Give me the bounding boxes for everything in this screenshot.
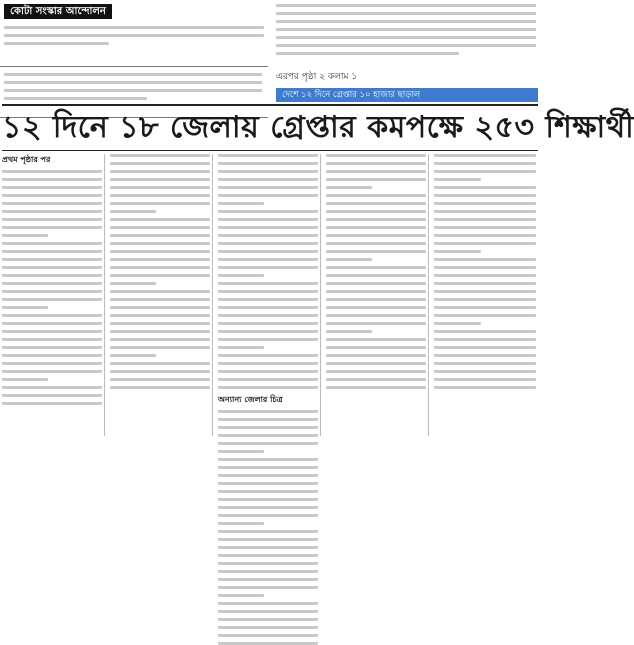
placeholder-line xyxy=(326,266,426,269)
placeholder-line xyxy=(218,210,318,213)
placeholder-line xyxy=(2,266,102,269)
placeholder-line xyxy=(110,386,210,389)
placeholder-line xyxy=(218,602,318,605)
placeholder-line xyxy=(326,210,426,213)
placeholder-line xyxy=(2,346,102,349)
placeholder-line xyxy=(218,466,318,469)
placeholder-line xyxy=(326,194,426,197)
placeholder-line xyxy=(2,370,102,373)
placeholder-line xyxy=(110,170,210,173)
placeholder-line xyxy=(218,498,318,501)
column-5 xyxy=(434,154,538,436)
placeholder-line xyxy=(434,346,536,349)
placeholder-line xyxy=(326,162,426,165)
placeholder-line xyxy=(2,218,102,221)
placeholder-line xyxy=(110,194,210,197)
placeholder-line xyxy=(434,274,536,277)
placeholder-line xyxy=(2,322,102,325)
placeholder-line xyxy=(434,154,536,157)
placeholder-line xyxy=(434,306,536,309)
placeholder-line xyxy=(434,266,536,269)
placeholder-line xyxy=(2,306,48,309)
placeholder-line xyxy=(326,202,426,205)
placeholder-line xyxy=(218,370,318,373)
placeholder-line xyxy=(2,330,102,333)
placeholder-line xyxy=(434,178,481,181)
placeholder-line xyxy=(2,290,102,293)
column-2 xyxy=(110,154,213,436)
placeholder-line xyxy=(218,418,318,421)
placeholder-line xyxy=(218,266,318,269)
placeholder-line xyxy=(434,370,536,373)
placeholder-line xyxy=(218,530,318,533)
placeholder-line xyxy=(218,482,318,485)
column-text-placeholder xyxy=(218,154,320,389)
placeholder-line xyxy=(218,306,318,309)
placeholder-line xyxy=(326,306,426,309)
continuation-reference: এরপর পৃষ্ঠা ২ কলাম ১ xyxy=(276,72,358,82)
main-headline: ১২ দিনে ১৮ জেলায় গ্রেপ্তার কমপক্ষে ২৫৩ শিক্ষার্থী xyxy=(2,104,538,151)
placeholder-line xyxy=(434,386,536,389)
placeholder-line xyxy=(2,178,102,181)
related-story-bar: দেশে ১২ দিনে গ্রেপ্তার ১০ হাজার ছাড়াল xyxy=(276,88,538,102)
placeholder-line xyxy=(218,458,318,461)
placeholder-line xyxy=(326,346,426,349)
placeholder-line xyxy=(2,354,102,357)
placeholder-line xyxy=(218,154,318,157)
placeholder-line xyxy=(218,322,318,325)
placeholder-line xyxy=(2,170,102,173)
placeholder-line xyxy=(218,362,318,365)
placeholder-line xyxy=(218,202,264,205)
placeholder-line xyxy=(110,370,210,373)
placeholder-line xyxy=(326,258,372,261)
placeholder-line xyxy=(434,314,536,317)
placeholder-line xyxy=(110,178,210,181)
placeholder-line xyxy=(434,354,536,357)
placeholder-line xyxy=(326,370,426,373)
placeholder-line xyxy=(218,274,264,277)
placeholder-line xyxy=(2,186,102,189)
placeholder-line xyxy=(434,202,536,205)
placeholder-line xyxy=(218,538,318,541)
placeholder-line xyxy=(218,226,318,229)
placeholder-line xyxy=(218,194,318,197)
column-4 xyxy=(326,154,429,436)
placeholder-line xyxy=(326,282,426,285)
placeholder-line xyxy=(218,234,318,237)
placeholder-line xyxy=(110,162,210,165)
placeholder-line xyxy=(110,242,210,245)
placeholder-line xyxy=(2,298,102,301)
placeholder-line xyxy=(110,218,210,221)
placeholder-line xyxy=(434,290,536,293)
placeholder-line xyxy=(434,282,536,285)
placeholder-line xyxy=(326,178,426,181)
placeholder-line xyxy=(218,514,318,517)
placeholder-line xyxy=(110,282,156,285)
placeholder-line xyxy=(218,506,318,509)
placeholder-line xyxy=(218,282,318,285)
placeholder-line xyxy=(2,210,102,213)
placeholder-line xyxy=(326,290,426,293)
article-text-placeholder xyxy=(4,26,266,50)
placeholder-line xyxy=(218,178,318,181)
placeholder-line xyxy=(218,378,318,381)
placeholder-line xyxy=(218,426,318,429)
placeholder-line xyxy=(110,362,210,365)
placeholder-line xyxy=(218,554,318,557)
article-text-placeholder xyxy=(276,0,538,55)
placeholder-line xyxy=(2,194,102,197)
column-text-placeholder xyxy=(2,170,104,405)
placeholder-line xyxy=(326,322,426,325)
placeholder-line xyxy=(434,378,536,381)
placeholder-line xyxy=(218,546,318,549)
placeholder-line xyxy=(326,330,372,333)
placeholder-line xyxy=(218,586,318,589)
placeholder-line xyxy=(2,338,102,341)
placeholder-line xyxy=(434,170,536,173)
placeholder-line xyxy=(218,386,318,389)
placeholder-line xyxy=(218,618,318,621)
placeholder-line xyxy=(326,386,426,389)
placeholder-line xyxy=(218,578,318,581)
placeholder-line xyxy=(326,362,426,365)
placeholder-line xyxy=(2,226,102,229)
placeholder-line xyxy=(110,210,156,213)
placeholder-line xyxy=(2,250,102,253)
placeholder-line xyxy=(2,242,102,245)
placeholder-line xyxy=(2,402,102,405)
placeholder-line xyxy=(326,170,426,173)
placeholder-line xyxy=(2,234,48,237)
section-tag: কোটা সংস্কার আন্দোলন xyxy=(4,4,112,19)
placeholder-line xyxy=(110,154,210,157)
placeholder-line xyxy=(218,570,318,573)
placeholder-line xyxy=(434,210,536,213)
placeholder-line xyxy=(110,314,210,317)
placeholder-line xyxy=(2,362,102,365)
placeholder-line xyxy=(2,258,102,261)
placeholder-line xyxy=(110,322,210,325)
placeholder-line xyxy=(434,258,536,261)
placeholder-line xyxy=(110,346,210,349)
placeholder-line xyxy=(434,362,536,365)
placeholder-line xyxy=(218,522,264,525)
placeholder-line xyxy=(218,298,318,301)
placeholder-line xyxy=(110,306,210,309)
placeholder-line xyxy=(110,266,210,269)
placeholder-line xyxy=(110,226,210,229)
section-label: অন্যান্য জেলার চিত্র xyxy=(218,395,283,404)
placeholder-line xyxy=(2,314,102,317)
placeholder-line xyxy=(218,562,318,565)
column-text-placeholder xyxy=(434,154,538,389)
continued-from-label: প্রথম পৃষ্ঠার পর xyxy=(2,155,51,164)
column-text-placeholder xyxy=(218,410,320,645)
placeholder-line xyxy=(110,330,210,333)
placeholder-line xyxy=(326,218,426,221)
placeholder-line xyxy=(326,242,426,245)
placeholder-line xyxy=(110,338,210,341)
placeholder-line xyxy=(2,378,48,381)
placeholder-line xyxy=(2,202,102,205)
top-left-article xyxy=(2,0,270,66)
placeholder-line xyxy=(326,378,426,381)
byline-text-placeholder xyxy=(4,73,264,105)
placeholder-line xyxy=(326,234,426,237)
placeholder-line xyxy=(218,610,318,613)
placeholder-line xyxy=(326,274,426,277)
placeholder-line xyxy=(110,202,210,205)
placeholder-line xyxy=(434,330,536,333)
placeholder-line xyxy=(110,298,210,301)
placeholder-line xyxy=(218,434,318,437)
placeholder-line xyxy=(218,242,318,245)
placeholder-line xyxy=(218,330,318,333)
placeholder-line xyxy=(434,298,536,301)
placeholder-line xyxy=(434,194,536,197)
column-1 xyxy=(2,154,105,436)
placeholder-line xyxy=(218,250,318,253)
placeholder-line xyxy=(434,338,536,341)
placeholder-line xyxy=(110,378,210,381)
placeholder-line xyxy=(326,314,426,317)
placeholder-line xyxy=(218,314,318,317)
column-text-placeholder xyxy=(110,154,212,389)
placeholder-line xyxy=(218,634,318,637)
placeholder-line xyxy=(110,290,210,293)
placeholder-line xyxy=(326,154,426,157)
placeholder-line xyxy=(434,186,536,189)
placeholder-line xyxy=(434,234,536,237)
article-columns xyxy=(2,154,538,436)
placeholder-line xyxy=(326,250,426,253)
placeholder-line xyxy=(218,594,264,597)
placeholder-line xyxy=(434,242,536,245)
placeholder-line xyxy=(2,282,102,285)
placeholder-line xyxy=(218,218,318,221)
placeholder-line xyxy=(218,346,264,349)
placeholder-line xyxy=(434,322,481,325)
placeholder-line xyxy=(218,474,318,477)
placeholder-line xyxy=(218,162,318,165)
placeholder-line xyxy=(218,450,264,453)
placeholder-line xyxy=(110,354,156,357)
placeholder-line xyxy=(110,234,210,237)
placeholder-line xyxy=(218,290,318,293)
column-3 xyxy=(218,154,321,436)
placeholder-line xyxy=(218,354,318,357)
placeholder-line xyxy=(110,186,210,189)
column-text-placeholder xyxy=(326,154,428,389)
placeholder-line xyxy=(326,354,426,357)
placeholder-line xyxy=(218,170,318,173)
placeholder-line xyxy=(2,386,102,389)
placeholder-line xyxy=(218,626,318,629)
placeholder-line xyxy=(218,442,318,445)
placeholder-line xyxy=(326,226,426,229)
placeholder-line xyxy=(218,258,318,261)
placeholder-line xyxy=(218,338,318,341)
placeholder-line xyxy=(434,226,536,229)
placeholder-line xyxy=(434,218,536,221)
placeholder-line xyxy=(110,274,210,277)
placeholder-line xyxy=(218,410,318,413)
placeholder-line xyxy=(434,162,536,165)
placeholder-line xyxy=(2,394,102,397)
top-right-article xyxy=(276,0,538,62)
placeholder-line xyxy=(2,274,102,277)
placeholder-line xyxy=(110,250,210,253)
placeholder-line xyxy=(218,490,318,493)
placeholder-line xyxy=(434,250,481,253)
placeholder-line xyxy=(326,298,426,301)
placeholder-line xyxy=(218,186,318,189)
placeholder-line xyxy=(326,186,372,189)
placeholder-line xyxy=(326,338,426,341)
placeholder-line xyxy=(110,258,210,261)
